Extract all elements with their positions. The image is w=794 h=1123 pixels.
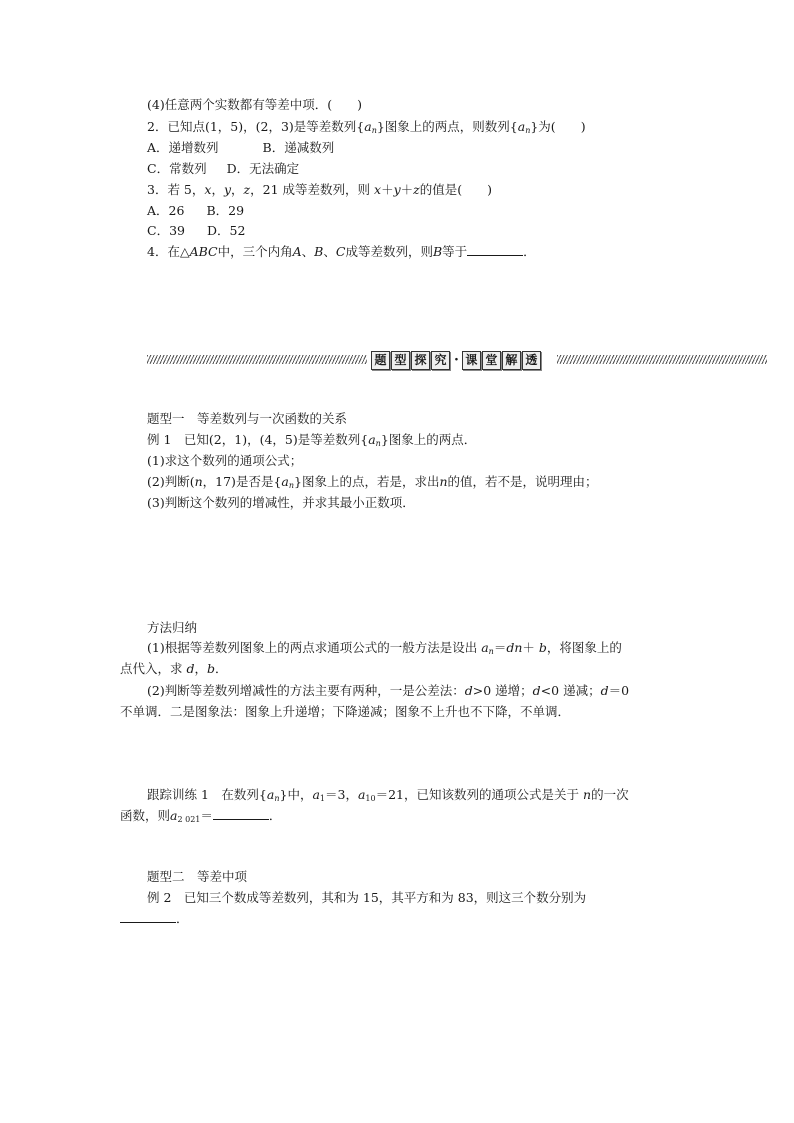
answer-blank[interactable] xyxy=(120,911,176,923)
example-1-part-3: (3)判断这个数列的增减性，并求其最小正数项． xyxy=(147,495,415,510)
banner-title xyxy=(371,351,542,369)
answer-blank[interactable] xyxy=(467,244,523,256)
example-2: 例 2 已知三个数成等差数列，其和为 15，其平方和为 83，则这三个数分别为 xyxy=(147,890,587,905)
question-4: 4．在△ABC中，三个内角A、B、C成等差数列，则B等于 ． xyxy=(147,244,536,259)
method-line-1: (1)根据等差数列图象上的两点求通项公式的一般方法是设出 $a_n=dn+ b$，将图象上的 xyxy=(147,640,622,656)
method-l3-inc: 递增； xyxy=(495,683,533,698)
banner-char: 透 xyxy=(522,351,541,370)
q2-option-c: C．常数列 xyxy=(147,161,207,176)
q3-option-c: C．39 xyxy=(147,223,185,238)
q3-text-mid: ，21 成等差数列，则 xyxy=(250,182,371,197)
banner-hatch-right xyxy=(557,355,767,364)
method-l1-post: ，将图象上的 xyxy=(546,640,622,655)
q3-option-b: B．29 xyxy=(206,203,245,218)
q4-text-mid2: 成等差数列，则 xyxy=(345,244,433,259)
question-2: 2．已知点(1，5)，(2，3)是等差数列$\{a_n\}$图象上的两点，则数列$\{a_n\}$为( ) xyxy=(147,119,586,135)
banner-char: 型 xyxy=(391,351,410,370)
q4-text-mid: 中，三个内角 xyxy=(217,244,293,259)
example-1: 例 1 已知(2，1)，(4，5)是等差数列$\{a_n\}$图象上的两点． xyxy=(147,432,477,448)
track-exercise-1: 跟踪训练 1 在数列$\{a_n\}$中，$a_1=3$，$a_{10}=21$，已知该数列的通项公式是关于 n的一次 xyxy=(147,787,629,803)
track1-l2-text: 函数，则 xyxy=(120,808,171,823)
track-exercise-1-line-2: 函数，则$a_{2 021}=$ ． xyxy=(120,808,282,824)
question-3: 3．若 5，x，y，z，21 成等差数列，则 x＋y＋z的值是( ) xyxy=(147,182,493,197)
q2-option-d: D．无法确定 xyxy=(226,161,300,176)
banner-char: 解 xyxy=(502,351,521,370)
q2-options-ab xyxy=(147,140,334,156)
ex1-text-post: }图象上的两点． xyxy=(380,432,477,447)
p2-text-mid2: }图象上的点，若是，求出 xyxy=(294,474,440,489)
track1-val2: ＝21，已知该数列的通项公式是关于 xyxy=(375,787,580,802)
method-l2-text: 点代入，求 xyxy=(120,661,183,676)
banner-char: 究 xyxy=(431,351,450,370)
example-2-line-2 xyxy=(120,911,189,927)
type2-title: 题型二 等差中项 xyxy=(147,869,248,884)
q3-option-d: D．52 xyxy=(206,223,246,238)
banner-separator: · xyxy=(454,352,459,368)
banner-hatch-left xyxy=(147,355,367,364)
track1-text: 跟踪训练 1 在数列{ xyxy=(147,787,267,802)
method-line-2: 点代入，求 d，b． xyxy=(120,661,228,676)
method-l1-text: (1)根据等差数列图象上的两点求通项公式的一般方法是设出 xyxy=(147,640,478,655)
ex1-text: 例 1 已知(2，1)，(4，5)是等差数列{ xyxy=(147,432,369,447)
q3-text-tail: 的值是( ) xyxy=(419,182,493,197)
q2-options-cd xyxy=(147,161,299,177)
q3-text: 3．若 5， xyxy=(147,182,205,197)
track1-val1: ＝3， xyxy=(325,787,358,802)
method-line-4: 不单调．二是图象法：图象上升递增；下降递减；图象不上升也不下降，不单调． xyxy=(120,704,571,719)
p2-text: (2)判断( xyxy=(147,474,195,489)
banner-char: 探 xyxy=(411,351,430,370)
q2-option-b: B．递减数列 xyxy=(262,140,335,155)
q2-text-mid: }图象上的两点，则数列{ xyxy=(376,119,518,134)
type1-title: 题型一 等差数列与一次函数的关系 xyxy=(147,411,348,426)
q2-option-a: A．递增数列 xyxy=(147,140,219,155)
method-l3-text: (2)判断等差数列增减性的方法主要有两种，一是公差法： xyxy=(147,683,465,698)
p2-text-mid: ，17)是否是{ xyxy=(202,474,282,489)
p2-text-post: 的值，若不是，说明理由； xyxy=(447,474,598,489)
method-l3-dec: 递减； xyxy=(563,683,601,698)
q3-option-a: A．26 xyxy=(147,203,185,218)
q4-text: 4．在△ xyxy=(147,244,190,259)
example-1-part-1: (1)求这个数列的通项公式； xyxy=(147,453,303,468)
section-banner xyxy=(147,351,767,369)
q2-text: 2．已知点(1，5)，(2，3)是等差数列{ xyxy=(147,119,365,134)
track1-l2-end: ． xyxy=(268,808,282,823)
banner-char: 堂 xyxy=(482,351,501,370)
q4-end: ． xyxy=(523,244,536,259)
banner-char: 课 xyxy=(462,351,481,370)
method-title: 方法归纳 xyxy=(147,620,198,635)
ex2-end: ． xyxy=(176,911,189,926)
method-line-3: (2)判断等差数列增减性的方法主要有两种，一是公差法：d>0 递增；d<0 递减；d＝0 xyxy=(147,683,630,698)
question-item-4: (4)任意两个实数都有等差中项．( ) xyxy=(147,97,362,112)
q3-options-cd xyxy=(147,223,245,239)
q4-text-post: 等于 xyxy=(442,244,468,259)
track1-post: 的一次 xyxy=(591,787,629,802)
answer-blank[interactable] xyxy=(213,808,269,820)
q3-options-ab xyxy=(147,203,244,219)
banner-char: 题 xyxy=(371,351,390,370)
track1-text-mid: }中， xyxy=(279,787,313,802)
q2-text-post: }为( ) xyxy=(530,119,586,134)
example-1-part-2: (2)判断(n，17)是否是$\{a_n\}$图象上的点，若是，求出n的值，若不是，说明理由； xyxy=(147,474,598,490)
